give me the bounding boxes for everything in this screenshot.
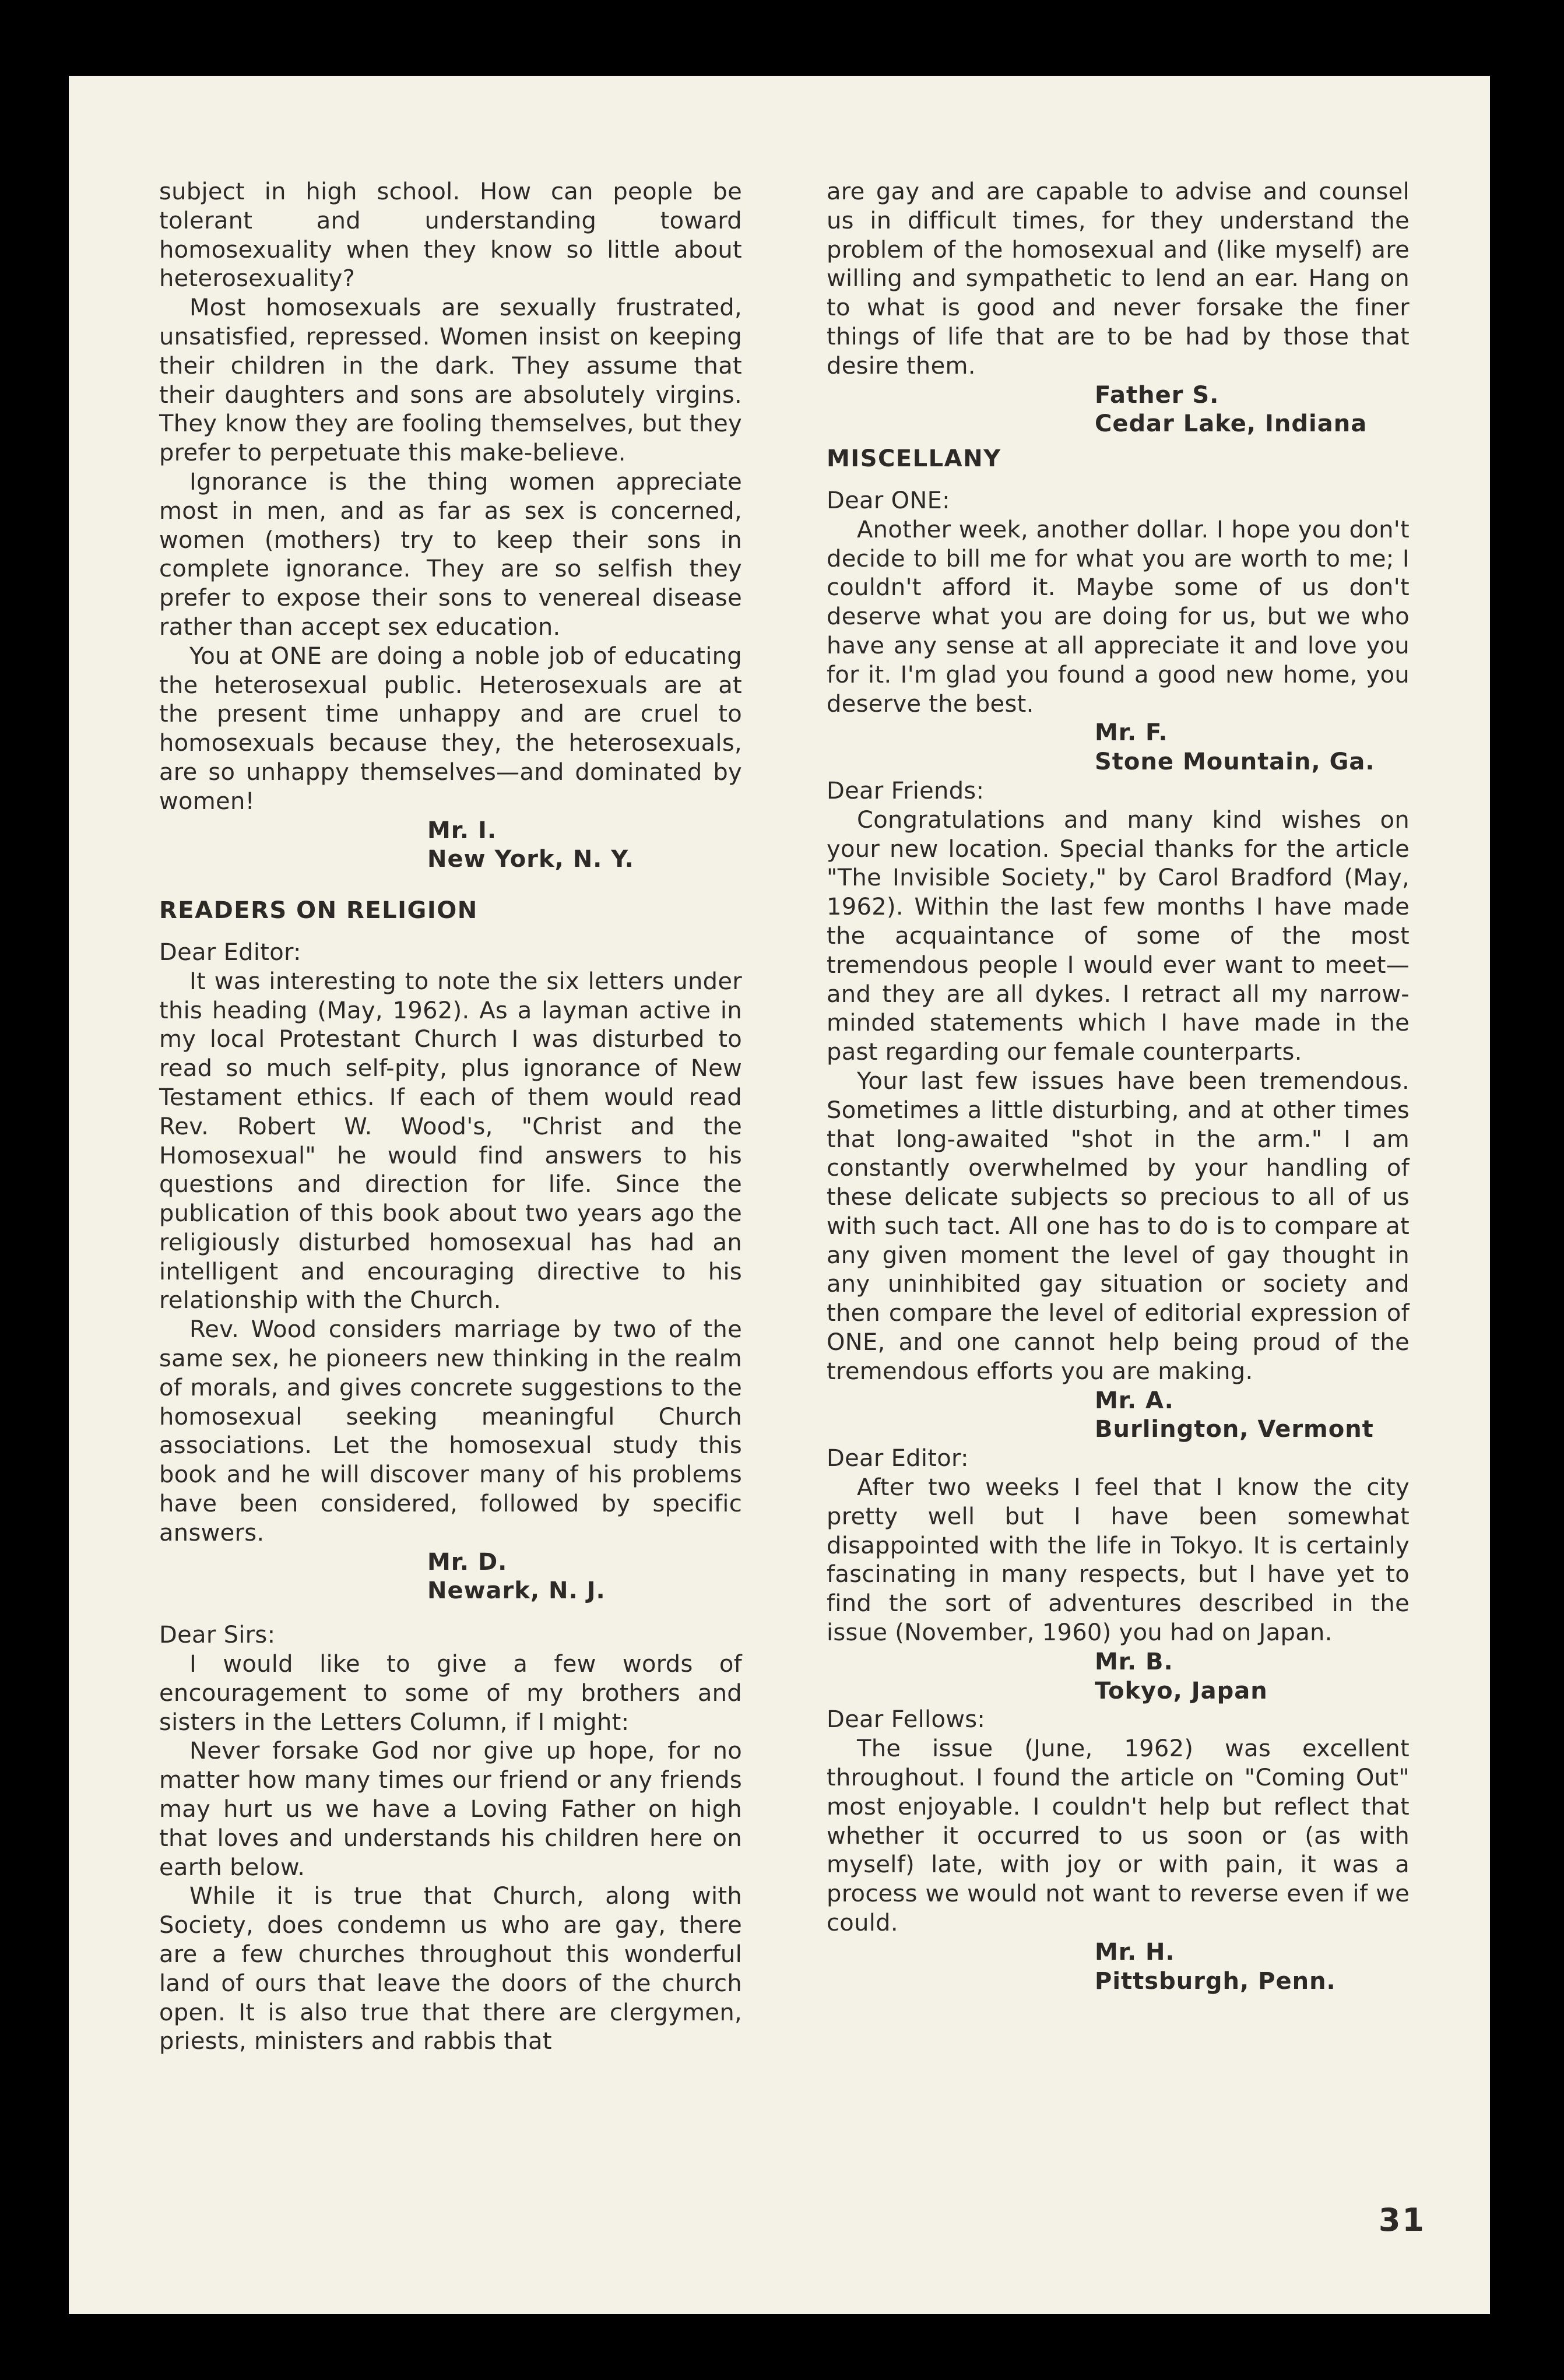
salutation: Dear ONE: [827,487,950,514]
signature-name: Mr. I. [427,817,497,844]
salutation: Dear Fellows: [827,1706,986,1734]
signature-place: Pittsburgh, Penn. [1095,1967,1336,1995]
magazine-page [69,76,1490,2314]
salutation: Dear Editor: [827,1445,969,1472]
paragraph: Rev. Wood considers marriage by two of the same sex, he pioneers new thinking in the realm of morals, and gives concrete suggestions to the homosexual seeking meaningful Church associations. Let the homosexual study this book and he will discover many of his problems have been considered, followed by specific answers. [159,1316,742,1546]
signature-name: Mr. D. [427,1548,508,1576]
signature-place: Burlington, Vermont [1095,1416,1374,1443]
paragraph: Never forsake God nor give up hope, for no matter how many times our friend or any friends may hurt us we have a Loving Father on high that loves and understands his children here on earth below. [159,1738,742,1881]
paragraph: I would like to give a few words of encouragement to some of my brothers and sisters in the Letters Column, if I might: [159,1651,742,1736]
signature-place: Cedar Lake, Indiana [1095,410,1368,438]
signature-name: Mr. F. [1095,719,1168,747]
paragraph: The issue (June, 1962) was excellent throughout. I found the article on "Coming Out" most enjoyable. I couldn't help but reflect that whether it occurred to us soon or (as with myself) late, with joy or with pain, it was a process we would not want to reverse even if we could. [827,1735,1410,1937]
paragraph: While it is true that Church, along with Society, does condemn us who are gay, there are a few churches throughout this wonderful land of ours that leave the doors of the church open. It is also true that there are clergymen, priests, ministers and rabbis that [159,1883,742,2055]
signature-name: Father S. [1095,381,1219,409]
signature-place: Stone Mountain, Ga. [1095,748,1375,776]
signature-name: Mr. A. [1095,1387,1174,1414]
section-heading: MISCELLANY [827,445,1001,473]
signature-place: New York, N. Y. [427,846,634,873]
paragraph: Another week, another dollar. I hope you don't decide to bill me for what you are worth to me; I couldn't afford it. Maybe some of us don't deserve what you are doing for us, but we who have any sense at all appreciate it and love you for it. I'm glad you found a good new home, you deserve the best. [827,516,1410,718]
salutation: Dear Friends: [827,777,985,804]
salutation: Dear Editor: [159,938,301,966]
page-number: 31 [1378,2202,1426,2238]
signature-place: Tokyo, Japan [1095,1677,1268,1704]
paragraph: are gay and are capable to advise and counsel us in difficult times, for they understand the problem of the homosexual and (like myself) are willing and sympathetic to lend an ear. Hang on to what is good and never forsake the finer things of life that are to be had by those that desire them. [827,178,1410,379]
paragraph: After two weeks I feel that I know the city pretty well but I have been somewhat disappointed with the life in Tokyo. It is certainly fascinating in many respects, but I have yet to find the sort of adventures described in the issue (November, 1960) you had on Japan. [827,1474,1410,1647]
signature-name: Mr. H. [1095,1938,1175,1966]
paragraph: Your last few issues have been tremendous. Sometimes a little disturbing, and at other times that long-awaited "shot in the arm." I am constantly overwhelmed by your handling of these delicate subjects so precious to all of us with such tact. All one has to do is to compare at any given moment the level of gay thought in any uninhibited gay situation or society and then compare the level of editorial expression of ONE, and one cannot help being proud of the tremendous efforts you are making. [827,1067,1410,1385]
paragraph: It was interesting to note the six letters under this heading (May, 1962). As a layman active in my local Protestant Church I was disturbed to read so much self-pity, plus ignorance of New Testament ethics. If each of them would read Rev. Robert W. Wood's, "Christ and the Homosexual" he would find answers to his questions and direction for life. Since the publication of this book about two years ago the religiously disturbed homosexual has had an intelligent and encouraging directive to his relationship with the Church. [159,968,742,1314]
signature-place: Newark, N. J. [427,1577,606,1605]
signature-name: Mr. B. [1095,1648,1173,1675]
paragraph: Congratulations and many kind wishes on your new location. Special thanks for the article "The Invisible Society," by Carol Bradford (May, 1962). Within the last few months I have made the acquaintance of some of the most tremendous people I would ever want to meet—and they are all dykes. I retract all my narrow-minded statements which I have made in the past regarding our female counterparts. [827,806,1410,1066]
paragraph: You at ONE are doing a noble job of educating the heterosexual public. Heterosexuals are at the present time unhappy and are cruel to homosexuals because they, the heterosexuals, are so unhappy themselves—and dominated by women! [159,642,742,815]
section-heading: READERS ON RELIGION [159,897,478,924]
left-column [159,178,742,2056]
right-column [827,178,1410,1996]
salutation: Dear Sirs: [159,1622,276,1649]
paragraph: Most homosexuals are sexually frustrated, unsatisfied, repressed. Women insist on keeping their children in the dark. They assume that their daughters and sons are absolutely virgins. They know they are fooling themselves, but they prefer to perpetuate this make-believe. [159,294,742,467]
paragraph: subject in high school. How can people be tolerant and understanding toward homosexuality when they know so little about heterosexuality? [159,178,742,293]
paragraph: Ignorance is the thing women appreciate most in men, and as far as sex is concerned, women (mothers) try to keep their sons in complete ignorance. They are so selfish they prefer to expose their sons to venereal disease rather than accept sex education. [159,468,742,641]
